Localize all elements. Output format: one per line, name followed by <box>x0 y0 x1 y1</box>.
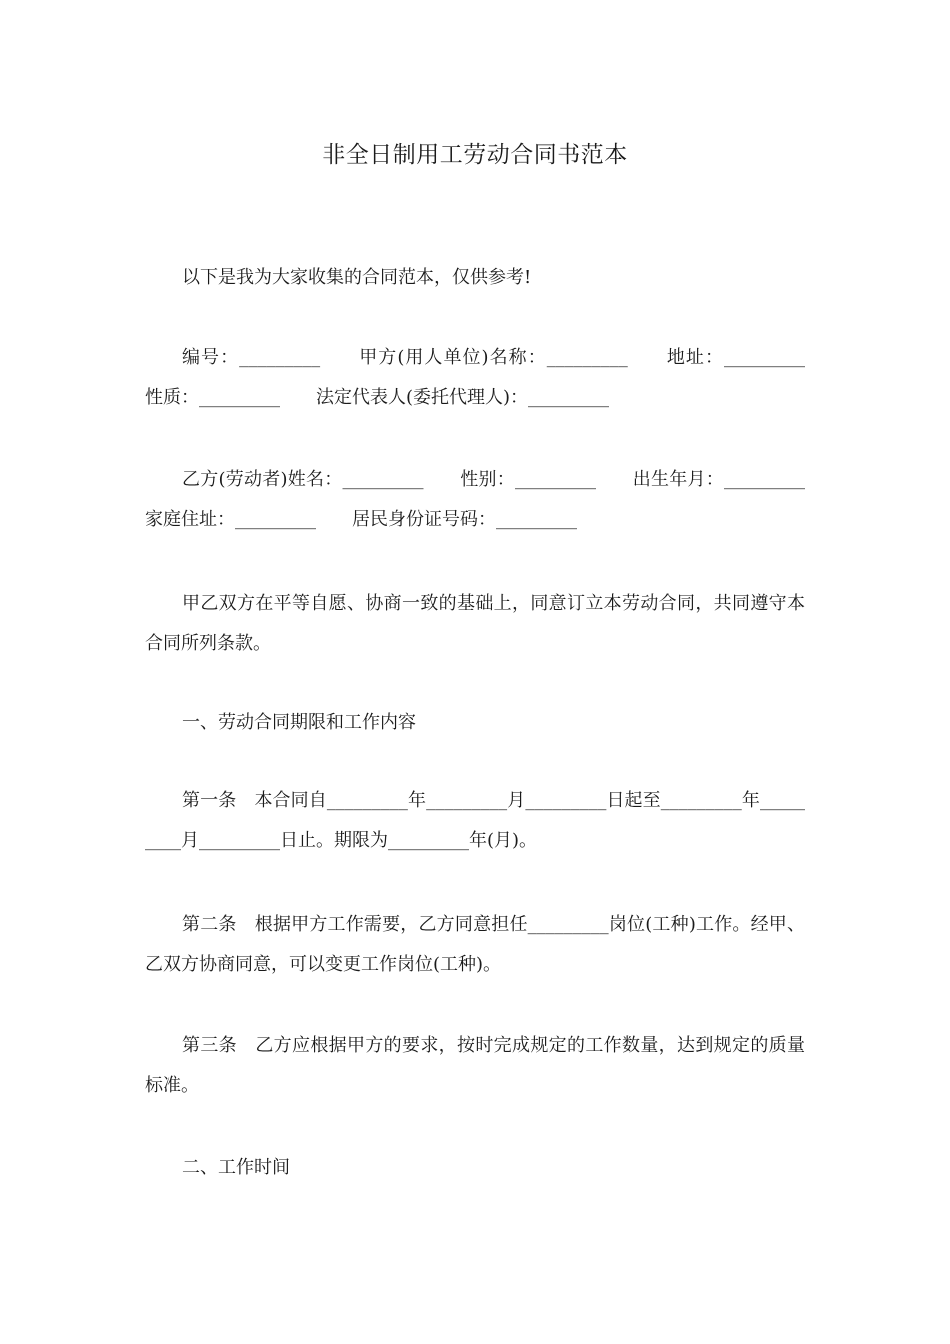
party-a-info-paragraph: 编号：_________ 甲方(用人单位)名称：_________ 地址：_________ 性质：_________ 法定代表人(委托代理人)：_________ <box>145 347 823 408</box>
section-heading-2: 二、工作时间 <box>182 1157 290 1178</box>
agreement-paragraph: 甲乙双方在平等自愿、协商一致的基础上，同意订立本劳动合同，共同遵守本合同所列条款。 <box>145 593 805 654</box>
article-3-paragraph: 第三条 乙方应根据甲方的要求，按时完成规定的工作数量，达到规定的质量标准。 <box>145 1035 805 1096</box>
document-title: 非全日制用工劳动合同书范本 <box>322 142 628 168</box>
party-b-info-paragraph: 乙方(劳动者)姓名：_________ 性别：_________ 出生年月：_________ 家庭住址：_________ 居民身份证号码：_________ <box>145 469 841 530</box>
article-2-paragraph: 第二条 根据甲方工作需要，乙方同意担任_________岗位(工种)工作。经甲、乙双方协商同意，可以变更工作岗位(工种)。 <box>145 914 805 975</box>
intro-paragraph: 以下是我为大家收集的合同范本，仅供参考! <box>182 267 532 288</box>
article-1-paragraph: 第一条 本合同自_________年_________月_________日起至_________年_________月_________日止。期限为_________年(月)。 <box>145 790 805 851</box>
section-heading-1: 一、劳动合同期限和工作内容 <box>182 712 416 733</box>
